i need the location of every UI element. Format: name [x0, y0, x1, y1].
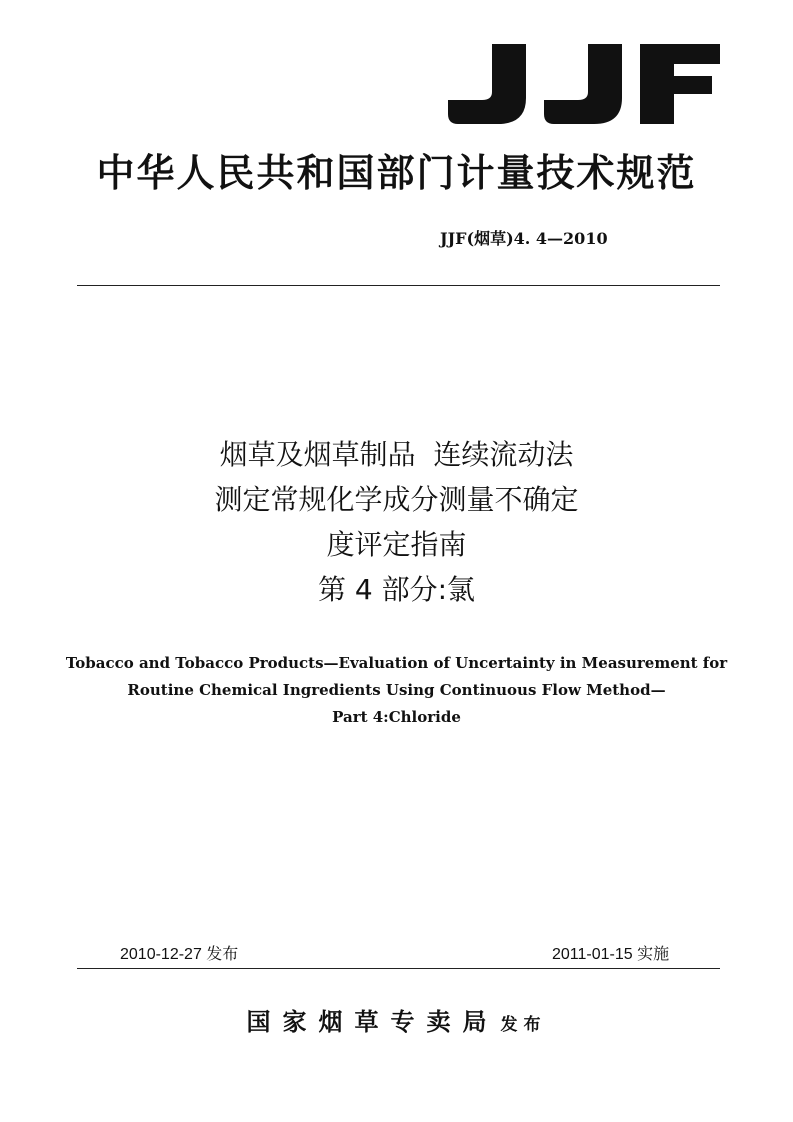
standard-type-title: 中华人民共和国部门计量技术规范: [96, 151, 697, 195]
publisher-name: 国家烟草专卖局: [246, 1007, 499, 1036]
publisher-action: 发布: [500, 1015, 547, 1035]
logo-letter-j1: [448, 44, 526, 124]
chinese-title-line-2: 测定常规化学成分测量不确定: [214, 483, 579, 516]
publisher: [0, 1008, 793, 1039]
issue-date: 2010-12-27 发布: [120, 946, 239, 963]
english-title-line-3: Part 4:Chloride: [332, 708, 461, 726]
english-title: [0, 650, 793, 731]
jjf-logo: [448, 44, 720, 124]
chinese-title: [0, 432, 793, 612]
logo-letter-j2: [544, 44, 622, 124]
implementation-date: 2011-01-15 实施: [552, 946, 670, 963]
chinese-title-line-1: 烟草及烟草制品 连续流动法: [219, 438, 574, 471]
chinese-title-line-3: 度评定指南: [326, 528, 467, 561]
logo-letter-f: [640, 44, 720, 124]
chinese-title-line-4: 第 4 部分:氯: [317, 573, 476, 606]
bottom-divider: [77, 968, 720, 969]
english-title-line-2: Routine Chemical Ingredients Using Continuous Flow Method—: [127, 681, 666, 699]
english-title-line-1: Tobacco and Tobacco Products—Evaluation of Uncertainty in Measurement for: [65, 654, 728, 672]
standard-code: JJF(烟草)4. 4—2010: [440, 229, 608, 248]
top-divider: [77, 285, 720, 286]
